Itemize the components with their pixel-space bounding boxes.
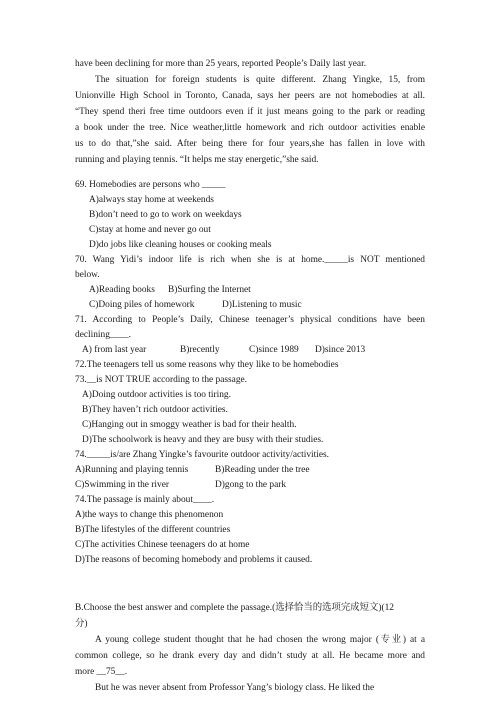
option-73-c: C)Hanging out in smoggy weather is bad for their health.: [82, 420, 297, 430]
option-70-d: D)Listening to music: [222, 300, 302, 310]
passage-line: have been declining for more than 25 years, reported People’s Daily last year.: [75, 59, 367, 69]
option-69-a: A)always stay home at weekends: [89, 195, 214, 205]
question-74b-stem: 74.The passage is mainly about____.: [75, 495, 215, 505]
option-69-d: D)do jobs like cleaning houses or cooking meals: [89, 240, 272, 250]
option-74b-a: A)the ways to change this phenomenon: [75, 510, 224, 520]
option-70-c: C)Doing piles of homework: [89, 300, 195, 310]
option-73-a: A)Doing outdoor activities is too tiring.: [82, 390, 231, 400]
option-71-c: C)since 1989: [249, 345, 299, 355]
question-74-stem: 74._____is/are Zhang Yingke’s favourite outdoor activity/activities.: [75, 450, 330, 460]
question-70-stem-cont: below.: [75, 270, 100, 280]
option-71-a: A) from last year: [82, 345, 147, 355]
passage-b-line: But he was never absent from Professor Yang’s biology class. He liked the: [95, 683, 375, 693]
question-73-stem: 73.__is NOT TRUE according to the passage.: [75, 375, 248, 385]
option-74b-c: C)The activities Chinese teenagers do at home: [75, 540, 250, 550]
option-74-a: A)Running and playing tennis: [75, 465, 189, 475]
section-b-heading-cont: 分): [75, 619, 88, 629]
option-69-c: C)stay at home and never go out: [89, 225, 211, 235]
question-71-stem-cont: declining____.: [75, 330, 131, 340]
option-74b-b: B)The lifestyles of the different countries: [75, 525, 231, 535]
option-74b-d: D)The reasons of becoming homebody and problems it caused.: [75, 555, 313, 565]
option-74-c: C)Swimming in the river: [75, 480, 170, 490]
passage-line: “They spend theri free time outdoors even if it just means going to the park or reading: [75, 107, 425, 117]
passage-b-line: A young college student thought that he had chosen the wrong major (专业) at a: [95, 635, 425, 645]
question-70-stem: 70. Wang Yidi’s indoor life is rich when she is at home._____is NOT mentioned: [75, 255, 425, 265]
passage-line: us to do that,”she said. After being there for four years,she has fallen in love with: [75, 139, 425, 149]
passage-b-line: more __75__.: [75, 667, 128, 677]
section-b-heading: B.Choose the best answer and complete the passage.(选择恰当的选项完成短文)(12: [75, 603, 394, 613]
passage-line: The situation for foreign students is quite different. Zhang Yingke, 15, from: [95, 75, 425, 85]
passage-line: running and playing tennis. “It helps me stay energetic,”she said.: [75, 155, 319, 165]
option-70-b: B)Surfing the Internet: [168, 285, 251, 295]
passage-line: Unionville High School in Toronto, Canada, says her peers are not homebodies at all.: [75, 91, 425, 101]
question-69-stem: 69. Homebodies are persons who _____: [75, 180, 226, 190]
passage-line: a book under the tree. Nice weather,little homework and rich outdoor activities enable: [75, 123, 425, 133]
option-69-b: B)don’t need to go to work on weekdays: [89, 210, 242, 220]
option-74-b: B)Reading under the tree: [215, 465, 310, 475]
option-73-d: D)The schoolwork is heavy and they are busy with their studies.: [82, 435, 324, 445]
option-74-d: D)gong to the park: [215, 480, 287, 490]
option-71-d: D)since 2013: [315, 345, 366, 355]
option-70-a: A)Reading books: [89, 285, 155, 295]
question-71-stem: 71. According to People’s Daily, Chinese teenager’s physical conditions have been: [75, 315, 425, 325]
question-72-stem: 72.The teenagers tell us some reasons why they like to be homebodies: [75, 360, 339, 370]
passage-b-line: common college, so he drank every day and didn’t study at all. He became more and: [75, 651, 425, 661]
option-71-b: B)recently: [180, 345, 220, 355]
option-73-b: B)They haven’t rich outdoor activities.: [82, 405, 228, 415]
